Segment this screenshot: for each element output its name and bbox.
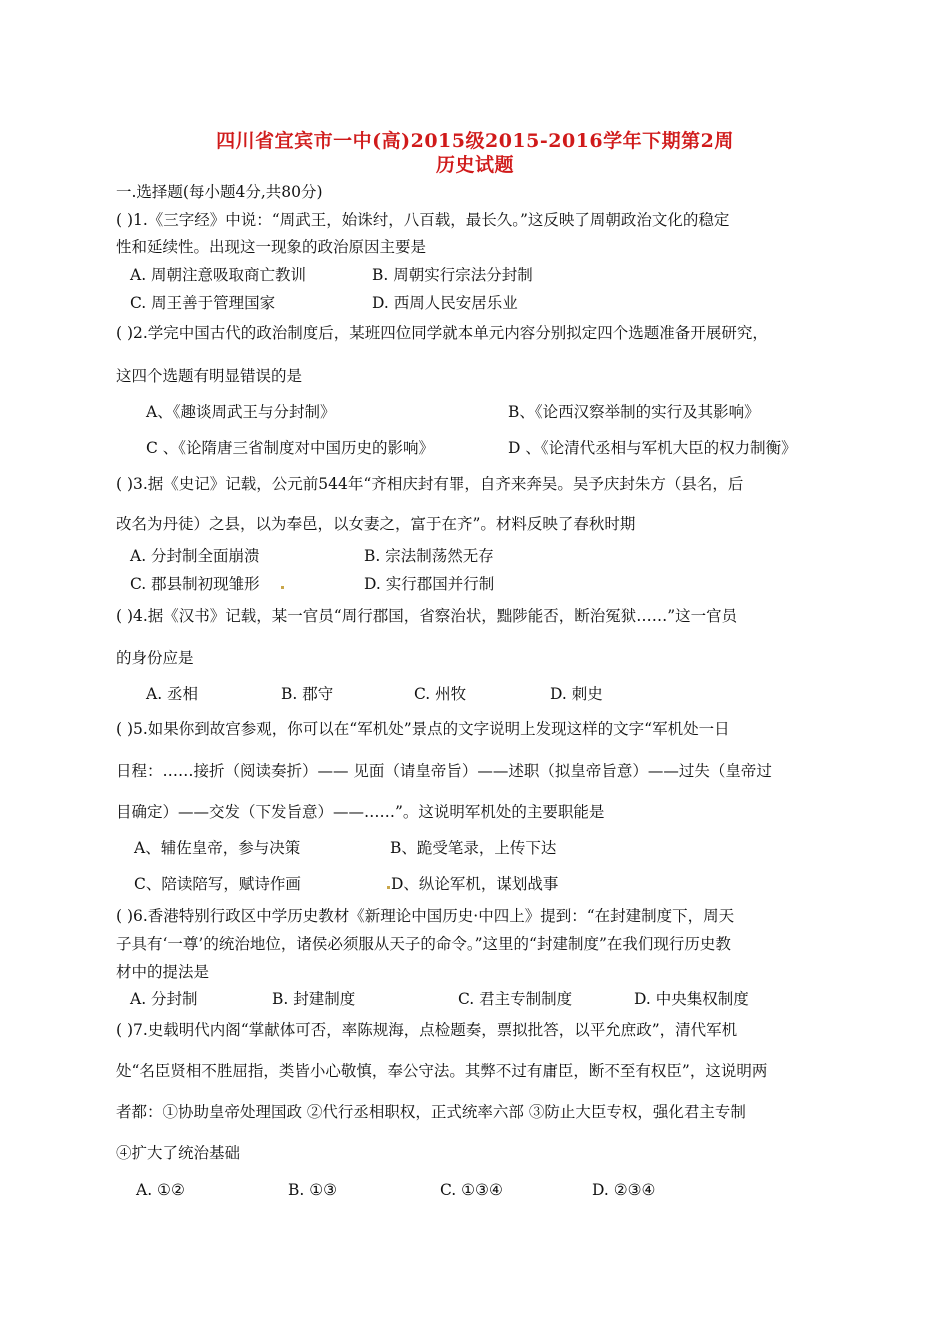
- question-6-line-3: 材中的提法是: [116, 963, 210, 981]
- question-4-option-a: A. 丞相: [146, 685, 199, 703]
- question-5-line-2: 日程：……接折（阅读奏折）—— 见面（请皇帝旨）——述职（拟皇帝旨意）——过失（皇帝过: [116, 762, 772, 780]
- question-2-option-d: D 、《论清代丞相与军机大臣的权力制衡》: [508, 439, 797, 457]
- question-7-option-a: A. ①②: [136, 1181, 185, 1199]
- exam-title: 四川省宜宾市一中(高)2015级2015-2016学年下期第2周: [216, 130, 734, 152]
- question-6-option-b: B. 封建制度: [272, 990, 356, 1008]
- stray-mark: [281, 586, 284, 589]
- question-6-line-2: 子具有‘一尊’的统治地位，诸侯必须服从天子的命令。”这里的“封建制度”在我们现行历史教: [116, 935, 731, 953]
- question-3-line-2: 改名为丹徒）之县，以为奉邑，以女妻之，富于在齐”。材料反映了春秋时期: [116, 515, 636, 533]
- question-3-line-1: ( )3.据《史记》记载，公元前544年“齐相庆封有罪，自齐来奔吴。吴予庆封朱方（县名，后: [116, 475, 744, 493]
- question-7-line-3: 者都：①协助皇帝处理国政 ②代行丞相职权，正式统率六部 ③防止大臣专权，强化君主专制: [116, 1103, 746, 1121]
- question-4-option-c: C. 州牧: [414, 685, 467, 703]
- question-1-option-a: A. 周朝注意吸取商亡教训: [130, 266, 307, 284]
- question-5-line-1: ( )5.如果你到故宫参观，你可以在“军机处”景点的文字说明上发现这样的文字“军机处一日: [116, 720, 730, 738]
- question-4-line-2: 的身份应是: [116, 649, 194, 667]
- question-2-line-2: 这四个选题有明显错误的是: [116, 367, 303, 385]
- question-2-option-a: A、《趣谈周武王与分封制》: [146, 403, 336, 421]
- question-3-option-d: D. 实行郡国并行制: [364, 575, 495, 593]
- question-1-option-b: B. 周朝实行宗法分封制: [372, 266, 533, 284]
- question-5-option-d: D、纵论军机，谋划战事: [391, 875, 559, 893]
- question-7-line-1: ( )7.史载明代内阁“掌献体可否，率陈规海，点检题奏，票拟批答，以平允庶政”，清代军机: [116, 1021, 738, 1039]
- section-heading: 一.选择题(每小题4分,共80分): [116, 183, 323, 201]
- question-2-line-1: ( )2.学完中国古代的政治制度后，某班四位同学就本单元内容分别拟定四个选题准备开展研究，: [116, 324, 768, 342]
- question-1-line-1: ( )1.《三字经》中说：“周武王，始诛纣，八百载，最长久。”这反映了周朝政治文化的稳定: [116, 211, 730, 229]
- question-5-option-b: B、跪受笔录，上传下达: [390, 839, 557, 857]
- question-3-option-b: B. 宗法制荡然无存: [364, 547, 494, 565]
- question-4-option-b: B. 郡守: [281, 685, 334, 703]
- question-5-option-c: C、陪读陪写，赋诗作画: [134, 875, 301, 893]
- question-1-option-d: D. 西周人民安居乐业: [372, 294, 518, 312]
- question-5-line-3: 目确定）——交发（下发旨意）——……”。这说明军机处的主要职能是: [116, 803, 605, 821]
- question-5-option-a: A、辅佐皇帝，参与决策: [134, 839, 301, 857]
- question-2-option-b: B、《论西汉察举制的实行及其影响》: [508, 403, 760, 421]
- question-1-line-2: 性和延续性。出现这一现象的政治原因主要是: [116, 238, 427, 256]
- question-6-option-a: A. 分封制: [130, 990, 198, 1008]
- question-3-option-a: A. 分封制全面崩溃: [130, 547, 260, 565]
- question-7-option-d: D. ②③④: [592, 1181, 656, 1199]
- question-2-option-c: C 、《论隋唐三省制度对中国历史的影响》: [146, 439, 435, 457]
- exam-subtitle: 历史试题: [435, 154, 514, 176]
- stray-mark: [387, 886, 390, 889]
- question-7-option-c: C. ①③④: [440, 1181, 503, 1199]
- question-6-option-c: C. 君主专制制度: [458, 990, 573, 1008]
- question-6-option-d: D. 中央集权制度: [634, 990, 749, 1008]
- question-1-option-c: C. 周王善于管理国家: [130, 294, 276, 312]
- question-7-line-4: ④扩大了统治基础: [116, 1144, 241, 1162]
- question-6-line-1: ( )6.香港特别行政区中学历史教材《新理论中国历史·中四上》提到：“在封建制度下，周天: [116, 907, 735, 925]
- question-4-option-d: D. 刺史: [550, 685, 603, 703]
- question-4-line-1: ( )4.据《汉书》记载，某一官员“周行郡国，省察治状，黜陟能否，断治冤狱……”这一官员: [116, 607, 738, 625]
- question-3-option-c: C. 郡县制初现雏形: [130, 575, 260, 593]
- question-7-option-b: B. ①③: [288, 1181, 338, 1199]
- question-7-line-2: 处“名臣贤相不胜屈指，类皆小心敬慎，奉公守法。其弊不过有庸臣，断不至有权臣”，这说明两: [116, 1062, 768, 1080]
